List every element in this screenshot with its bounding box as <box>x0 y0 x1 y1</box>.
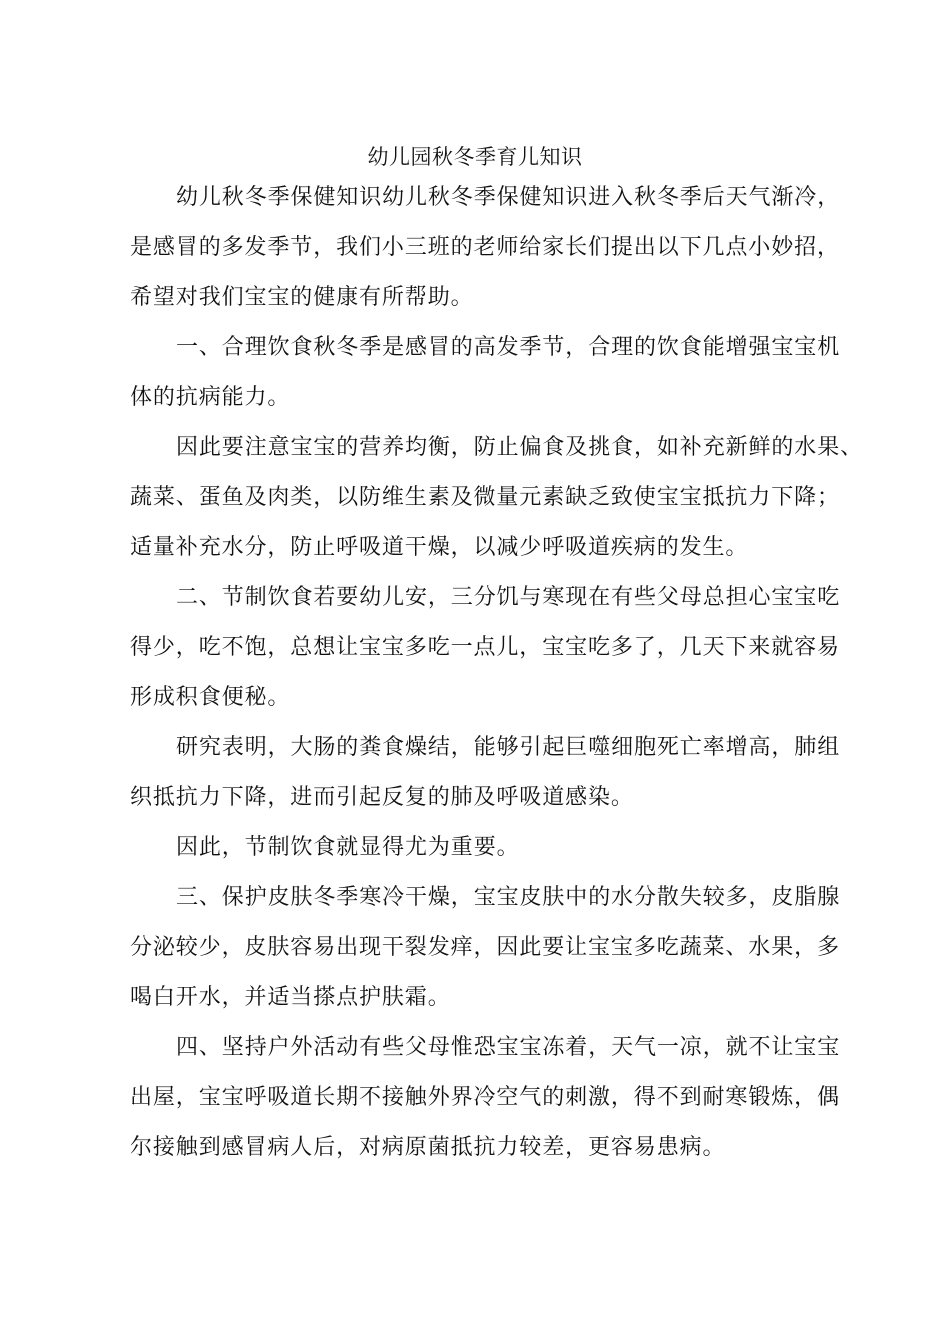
text-line: 喝白开水，并适当搽点护肤霜。 <box>130 985 451 1010</box>
text-line: 蔬菜、蛋鱼及肉类，以防维生素及微量元素缺乏致使宝宝抵抗力下降； <box>130 485 840 510</box>
text-line: 出屋，宝宝呼吸道长期不接触外界冷空气的刺激，得不到耐寒锻炼，偶 <box>130 1085 840 1110</box>
text-line: 体的抗病能力。 <box>130 385 291 410</box>
text-line: 形成积食便秘。 <box>130 685 291 710</box>
text-line: 织抵抗力下降，进而引起反复的肺及呼吸道感染。 <box>130 785 634 810</box>
text-line: 分泌较少，皮肤容易出现干裂发痒，因此要让宝宝多吃蔬菜、水果，多 <box>130 935 840 960</box>
text-line: 二、节制饮食若要幼儿安，三分饥与寒现在有些父母总担心宝宝吃 <box>176 585 841 610</box>
text-line: 研究表明，大肠的粪食燥结，能够引起巨噬细胞死亡率增高，肺组 <box>176 735 841 760</box>
text-line: 适量补充水分，防止呼吸道干燥，以减少呼吸道疾病的发生。 <box>130 535 749 560</box>
text-line: 希望对我们宝宝的健康有所帮助。 <box>130 285 474 310</box>
text-line: 三、保护皮肤冬季寒冷干燥，宝宝皮肤中的水分散失较多，皮脂腺 <box>176 885 841 910</box>
text-line: 是感冒的多发季节，我们小三班的老师给家长们提出以下几点小妙招， <box>130 235 840 260</box>
text-line: 因此，节制饮食就显得尤为重要。 <box>176 835 520 860</box>
text-line: 幼儿秋冬季保健知识幼儿秋冬季保健知识进入秋冬季后天气渐冷， <box>176 185 841 210</box>
text-line: 一、合理饮食秋冬季是感冒的高发季节，合理的饮食能增强宝宝机 <box>176 335 841 360</box>
text-line: 因此要注意宝宝的营养均衡，防止偏食及挑食，如补充新鲜的水果、 <box>176 435 864 460</box>
text-line: 四、坚持户外活动有些父母惟恐宝宝冻着，天气一凉，就不让宝宝 <box>176 1035 841 1060</box>
text-line: 尔接触到感冒病人后，对病原菌抵抗力较差，更容易患病。 <box>130 1135 726 1160</box>
document-title: 幼儿园秋冬季育儿知识 <box>367 145 583 169</box>
text-line: 得少，吃不饱，总想让宝宝多吃一点儿，宝宝吃多了，几天下来就容易 <box>130 635 840 660</box>
